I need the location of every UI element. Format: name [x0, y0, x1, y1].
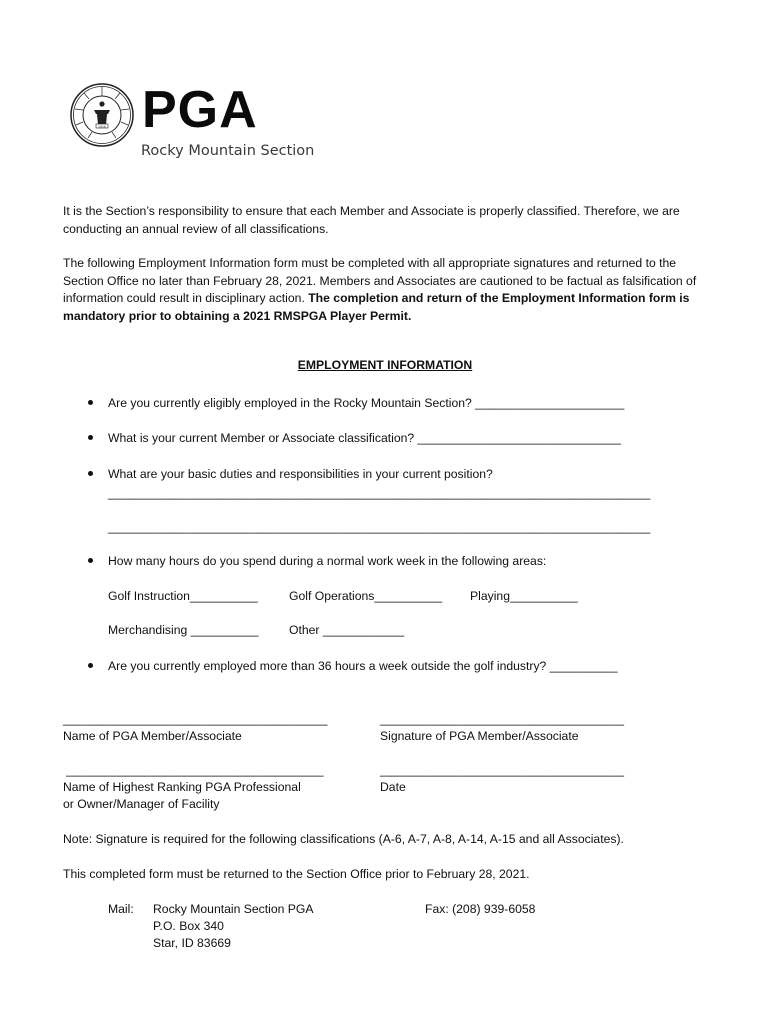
date-label: Date	[380, 780, 406, 794]
date-line: ____________________________________	[380, 763, 625, 777]
hours-other: Other ____________	[289, 623, 405, 637]
bullet-icon	[88, 471, 93, 476]
member-name-line: _______________________________________	[63, 712, 328, 726]
hours-golf-operations: Golf Operations__________	[289, 589, 443, 603]
bullet-icon	[88, 663, 93, 668]
bullet-icon	[88, 435, 93, 440]
form-heading: EMPLOYMENT INFORMATION	[297, 358, 473, 372]
professional-name-label-1: Name of Highest Ranking PGA Professional	[63, 780, 301, 794]
member-signature-label: Signature of PGA Member/Associate	[380, 729, 579, 743]
hours-golf-instruction: Golf Instruction__________	[108, 589, 258, 603]
return-instruction: This completed form must be returned to the Section Office prior to February 28, 2021.	[63, 867, 530, 881]
hours-merchandising: Merchandising __________	[108, 623, 259, 637]
question-duties: What are your basic duties and responsibilities in your current position?	[108, 467, 493, 481]
mandatory-notice: The completion and return of the Employment Information form is mandatory prior to obtaining a 2021 RMSPGA Player Permit.	[63, 291, 690, 323]
pga-wordmark: PGA	[142, 81, 258, 139]
member-signature-line: ____________________________________	[380, 712, 625, 726]
question-classification: What is your current Member or Associate classification? ______________________________	[108, 431, 621, 445]
mail-address-line-3: Star, ID 83669	[153, 936, 231, 950]
fax-number: Fax: (208) 939-6058	[425, 902, 536, 916]
duties-answer-line-2: ________________________________________________________________________________	[108, 520, 651, 534]
mail-address-line-2: P.O. Box 340	[153, 919, 224, 933]
intro-paragraph-1: It is the Section’s responsibility to ensure that each Member and Associate is properly classified. Therefore, we are conducting an annual review of all classifications.	[63, 204, 680, 236]
duties-answer-line-1: ________________________________________________________________________________	[108, 486, 651, 500]
intro-paragraph-2-text: The following Employment Information form must be completed with all appropriate signatures and returned to the Section Office no later than February 28, 2021. Members and Associates are cautioned to be factual as falsification of information could result in disciplinary action.	[63, 256, 697, 305]
mail-label: Mail:	[108, 902, 134, 916]
intro-paragraph-2	[63, 255, 713, 325]
member-name-label: Name of PGA Member/Associate	[63, 729, 242, 743]
professional-name-line: ______________________________________	[66, 763, 324, 777]
question-outside-employment: Are you currently employed more than 36 hours a week outside the golf industry? __________	[108, 659, 618, 673]
svg-text:1916: 1916	[98, 124, 106, 129]
question-hours: How many hours do you spend during a normal work week in the following areas:	[108, 554, 547, 568]
hours-playing: Playing__________	[470, 589, 578, 603]
signature-note: Note: Signature is required for the following classifications (A-6, A-7, A-8, A-14, A-15 and all Associates).	[63, 832, 624, 846]
bullet-icon	[88, 558, 93, 563]
mail-address-line-1: Rocky Mountain Section PGA	[153, 902, 314, 916]
section-name: Rocky Mountain Section	[141, 143, 315, 159]
question-eligibly-employed: Are you currently eligibly employed in the Rocky Mountain Section? ______________________	[108, 396, 625, 410]
pga-seal-logo	[70, 83, 134, 147]
bullet-icon	[88, 400, 93, 405]
professional-name-label-2: or Owner/Manager of Facility	[63, 797, 220, 811]
